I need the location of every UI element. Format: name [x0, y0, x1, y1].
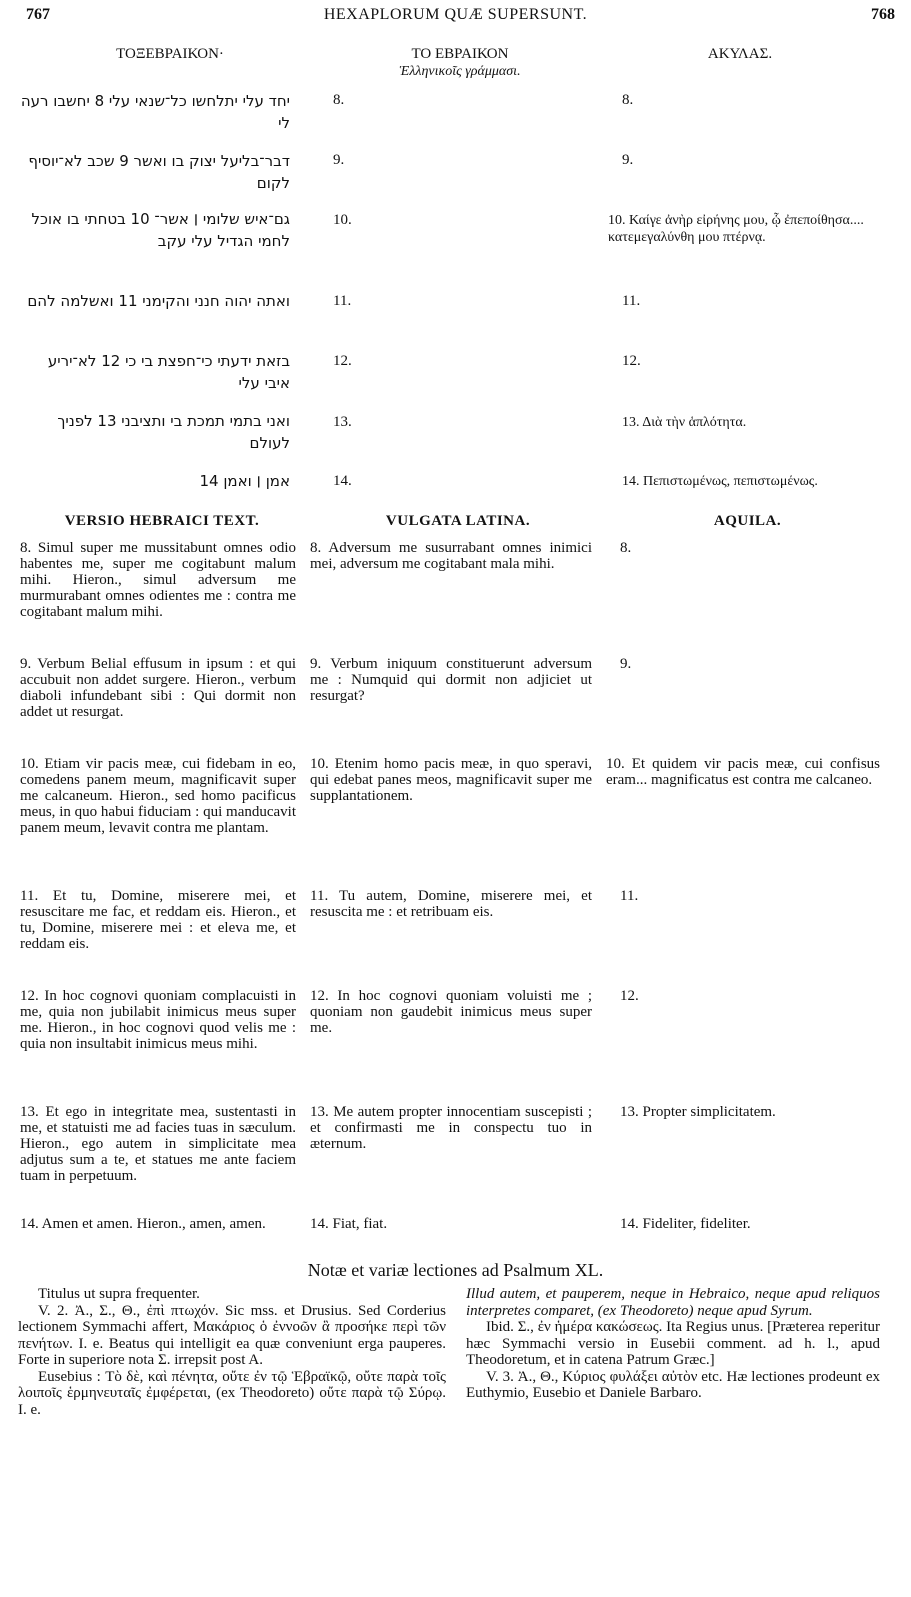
hebrew-verse-9: דבר־בליעל יצוק בו ואשר 9 שכב לא־יוסיף לקום [28, 152, 290, 192]
aquila-greek-verse-11: 11. [622, 293, 641, 309]
transliteration-verse-13: 13. [333, 414, 352, 430]
hebrew-verse-10: גם־איש שלומי ׀ אשר־ 10 בטחתי בו אוכל לחמי הגדיל עלי עקב [31, 210, 290, 250]
notes-left-column [18, 1286, 446, 1418]
vulgata-verse-13: 13. Me autem propter innocentiam suscepisti ; et confirmasti me in conspectu tuo in æternum. [310, 1104, 592, 1152]
versio-hebraici-verse-9: 9. Verbum Belial effusum in ipsum : et qui accubuit non addet surgere. Hieron., verbum diaboli infundebant sibi : Qui dormit non addet ut resurgat. [20, 656, 296, 720]
page-number-right: 768 [871, 6, 895, 23]
aquila-latin-verse-12: 12. [620, 988, 639, 1004]
vulgata-verse-11: 11. Tu autem, Domine, miserere mei, et resuscita me : et retribuam eis. [310, 888, 592, 920]
aquila-latin-verse-14: 14. Fideliter, fideliter. [620, 1216, 751, 1232]
aquila-latin-verse-9: 9. [620, 656, 632, 672]
notes-right-column [466, 1286, 880, 1402]
aquila-latin-verse-10: 10. Et quidem vir pacis meæ, cui confisus eram... magnificatus est contra me calcaneo. [606, 756, 880, 788]
hebrew-verse-14: אמן ׀ ואמן 14 [199, 472, 290, 490]
versio-hebraici-verse-14: 14. Amen et amen. Hieron., amen, amen. [20, 1216, 266, 1232]
note-paragraph: Titulus ut supra frequenter. [38, 1286, 200, 1302]
note-paragraph: V. 2. Ἀ., Σ., Θ., ἐπὶ πτωχόν. Sic mss. et Drusius. Sed Corderius lectionem Symmachi affert, Μακάριος ὁ ἐννοῶν ἃ προσήκε περὶ τῶν πενήτων. I. e. Beatus qui intelligit ea quæ conveniunt erga pauperes. Forte in superiore nota Σ. irrepsit post A. [18, 1302, 446, 1368]
transliteration-verse-8: 8. [333, 92, 345, 108]
note-paragraph: Eusebius : Τὸ δὲ, καὶ πένητα, οὔτε ἐν τῷ Ἑβραϊκῷ, οὔτε παρὰ τοῖς λοιποῖς ἑρμηνευταῖς ἐμφέρεται, (ex Theodoreto) οὔτε παρὰ τῷ Σύρῳ. I. e. [18, 1368, 446, 1418]
aquila-latin-verse-8: 8. [620, 540, 632, 556]
hebrew-verse-12: בזאת ידעתי כי־חפצת בי כי 12 לא־יריע איבי עלי [47, 352, 290, 392]
hebrew-verse-11: ואתה יהוה חנני והקימני 11 ואשלמה להם [27, 292, 290, 310]
vulgata-verse-10: 10. Etenim homo pacis meæ, in quo speravi, qui edebat panes meos, magnificavit super me supplantationem. [310, 756, 592, 804]
column-subheading-greek-letters: Ἑλληνικοῖς γράμμασι. [399, 64, 521, 79]
page-header [0, 4, 911, 30]
vulgata-verse-9: 9. Verbum iniquum constituerunt adversum me : Numquid qui dormit non adjiciet ut resurgat? [310, 656, 592, 704]
versio-hebraici-verse-11: 11. Et tu, Domine, miserere mei, et resuscitare me fac, et reddam eis. Hieron., et tu, Domine, miserere mei : et eleva me, et reddam eis. [20, 888, 296, 952]
aquila-greek-verse-10: 10. Καίγε ἀνὴρ εἰρήνης μου, ᾧ ἐπεποίθησα.... κατεμεγαλύνθη μου πτέρνᾳ. [608, 213, 864, 245]
aquila-greek-verse-14: 14. Πεπιστωμένως, πεπιστωμένως. [622, 474, 818, 489]
column-heading-aquila-greek: ΑΚΥΛΑΣ. [707, 46, 773, 62]
hebrew-verse-8: יחד עלי יתלחשו כל־שנאי עלי 8 יחשבו רעה לי [20, 92, 290, 132]
versio-hebraici-verse-8: 8. Simul super me mussitabunt omnes odio habentes me, super me cogitabunt malum mihi. Hieron., simul adversum me murmurabant omnes odientes me : contra me cogitabant malum mihi. [20, 540, 296, 620]
section-heading-aquila: AQUILA. [713, 513, 782, 529]
transliteration-verse-9: 9. [333, 152, 345, 168]
aquila-latin-verse-13: 13. Propter simplicitatem. [620, 1104, 776, 1120]
section-heading-versio-hebraici: VERSIO HEBRAICI TEXT. [64, 513, 260, 529]
aquila-greek-verse-13: 13. Διὰ τὴν ἁπλότητα. [622, 415, 747, 430]
transliteration-verse-11: 11. [333, 293, 352, 309]
aquila-greek-verse-9: 9. [622, 152, 634, 168]
note-paragraph: Ibid. Σ., ἐν ἡμέρα κακώσεως. Ita Regius unus. [Præterea reperitur hæc Symmachi versio in Eusebii comment. ad h. l., apud Theodoretum, et in catena Patrum Græc.] [466, 1319, 880, 1368]
column-heading-transliteration: ΤΟ ΕΒΡΑΙΚΟΝ [411, 46, 509, 62]
notes-title: Notæ et variæ lectiones ad Psalmum XL. [307, 1260, 604, 1280]
transliteration-verse-14: 14. [333, 473, 352, 489]
note-paragraph: Illud autem, et pauperem, neque in Hebraico, neque apud reliquos interpretes comparet, (ex Theodoreto) neque apud Syrum. [466, 1286, 880, 1319]
vulgata-verse-12: 12. In hoc cognovi quoniam voluisti me ; quoniam non gaudebit inimicus meus super me. [310, 988, 592, 1036]
versio-hebraici-verse-12: 12. In hoc cognovi quoniam complacuisti in me, quia non jubilabit inimicus meus super me. Hieron., in hoc cognovi quod velis me : quia non insultabit inimicus meus mihi. [20, 988, 296, 1052]
transliteration-verse-10: 10. [333, 212, 352, 228]
vulgata-verse-8: 8. Adversum me susurrabant omnes inimici mei, adversum me cogitabant mala mihi. [310, 540, 592, 572]
running-title: HEXAPLORUM QUÆ SUPERSUNT. [323, 6, 588, 23]
aquila-greek-verse-8: 8. [622, 92, 634, 108]
aquila-greek-verse-12: 12. [622, 353, 641, 369]
vulgata-verse-14: 14. Fiat, fiat. [310, 1216, 388, 1232]
page-number-left: 767 [26, 6, 50, 23]
note-paragraph: V. 3. Ἀ., Θ., Κύριος φυλάξει αὐτὸν etc. Hæ lectiones prodeunt ex Euthymio, Eusebio et Daniele Barbaro. [466, 1368, 880, 1401]
aquila-latin-verse-11: 11. [620, 888, 639, 904]
versio-hebraici-verse-10: 10. Etiam vir pacis meæ, cui fidebam in eo, comedens panem meum, magnificavit super me calcaneum. Hieron., sed homo pacificus meus, in quo habui fiduciam : qui manducavit panem meum, levavit contra me plantam. [20, 756, 296, 836]
versio-hebraici-verse-13: 13. Et ego in integritate mea, sustentasti in me, et statuisti me ad facies tuas in sæculum. Hieron., ego autem in simplicitate mea adjutus sum a te, et statues me ante faciem tuam in perpetuum. [20, 1104, 296, 1184]
transliteration-verse-12: 12. [333, 353, 352, 369]
column-heading-hebrew: ΤΟΞΕΒΡΑΙΚΟΝ· [116, 46, 224, 62]
section-heading-vulgata: VULGATA LATINA. [385, 513, 531, 529]
hebrew-verse-13: ואני בתמי תמכת בי ותציבני 13 לפניך לעולם [57, 412, 290, 452]
